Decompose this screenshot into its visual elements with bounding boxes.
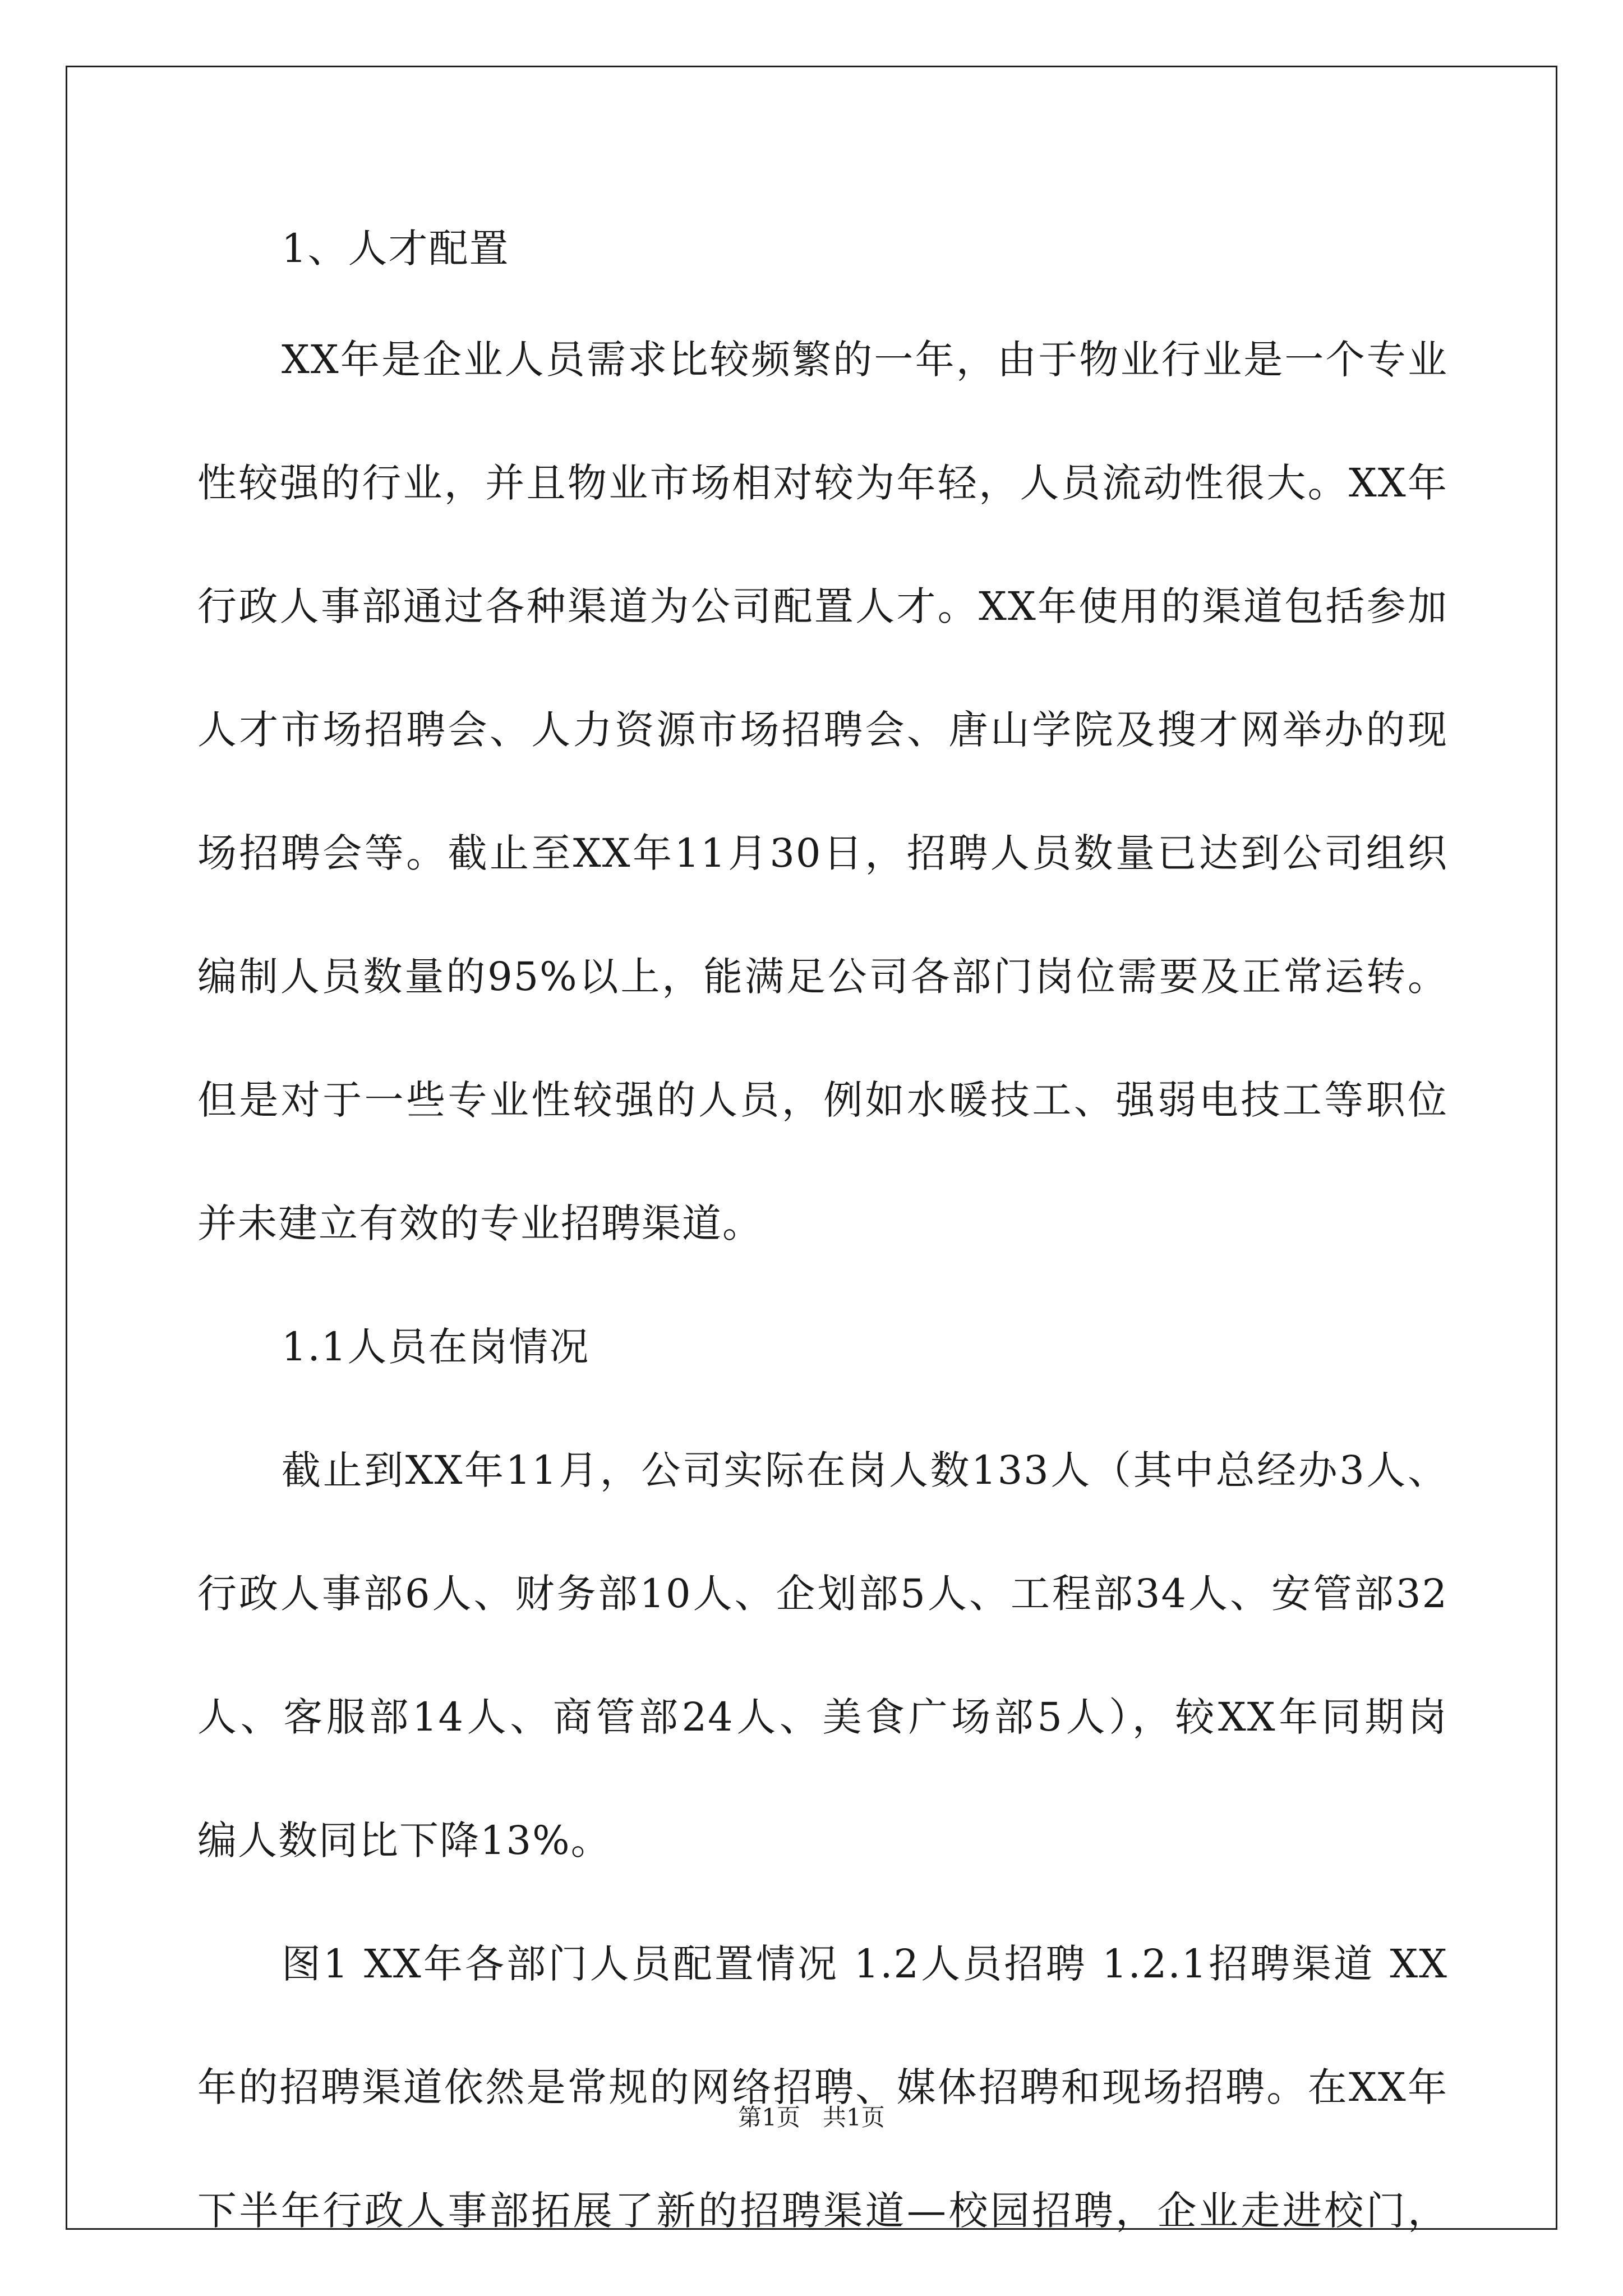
paragraph-line: 图1 XX年各部门人员配置情况 1.2人员招聘 1.2.1招聘渠道 XX [282, 1941, 1448, 1987]
paragraph-line: 年的招聘渠道依然是常规的网络招聘、媒体招聘和现场招聘。在XX年 [197, 2064, 1448, 2110]
paragraph-line: 性较强的行业，并且物业市场相对较为年轻，人员流动性很大。XX年 [197, 460, 1448, 506]
page-number-footer: 第1页 共1页 [738, 2104, 885, 2131]
paragraph-line: 人才市场招聘会、人力资源市场招聘会、唐山学院及搜才网举办的现 [197, 707, 1448, 753]
subsection-heading: 1.1人员在岗情况 [282, 1324, 590, 1370]
paragraph-line: 但是对于一些专业性较强的人员，例如水暖技工、强弱电技工等职位 [197, 1077, 1448, 1123]
paragraph-line: 下半年行政人事部拓展了新的招聘渠道—校园招聘，企业走进校门， [197, 2188, 1448, 2234]
paragraph-line: XX年是企业人员需求比较频繁的一年，由于物业行业是一个专业 [282, 337, 1448, 383]
paragraph-line: 编人数同比下降13%。 [197, 1818, 611, 1864]
section-heading: 1、人才配置 [282, 226, 510, 272]
paragraph-line: 编制人员数量的95%以上，能满足公司各部门岗位需要及正常运转。 [197, 954, 1448, 1000]
paragraph-line: 截止到XX年11月，公司实际在岗人数133人（其中总经办3人、 [282, 1447, 1448, 1493]
paragraph-line: 场招聘会等。截止至XX年11月30日，招聘人员数量已达到公司组织 [197, 830, 1448, 876]
paragraph-line: 人、客服部14人、商管部24人、美食广场部5人），较XX年同期岗 [197, 1694, 1448, 1740]
paragraph-line: 行政人事部6人、财务部10人、企划部5人、工程部34人、安管部32 [197, 1571, 1448, 1617]
paragraph-line: 行政人事部通过各种渠道为公司配置人才。XX年使用的渠道包括参加 [197, 583, 1448, 629]
paragraph-line: 并未建立有效的专业招聘渠道。 [197, 1200, 763, 1246]
